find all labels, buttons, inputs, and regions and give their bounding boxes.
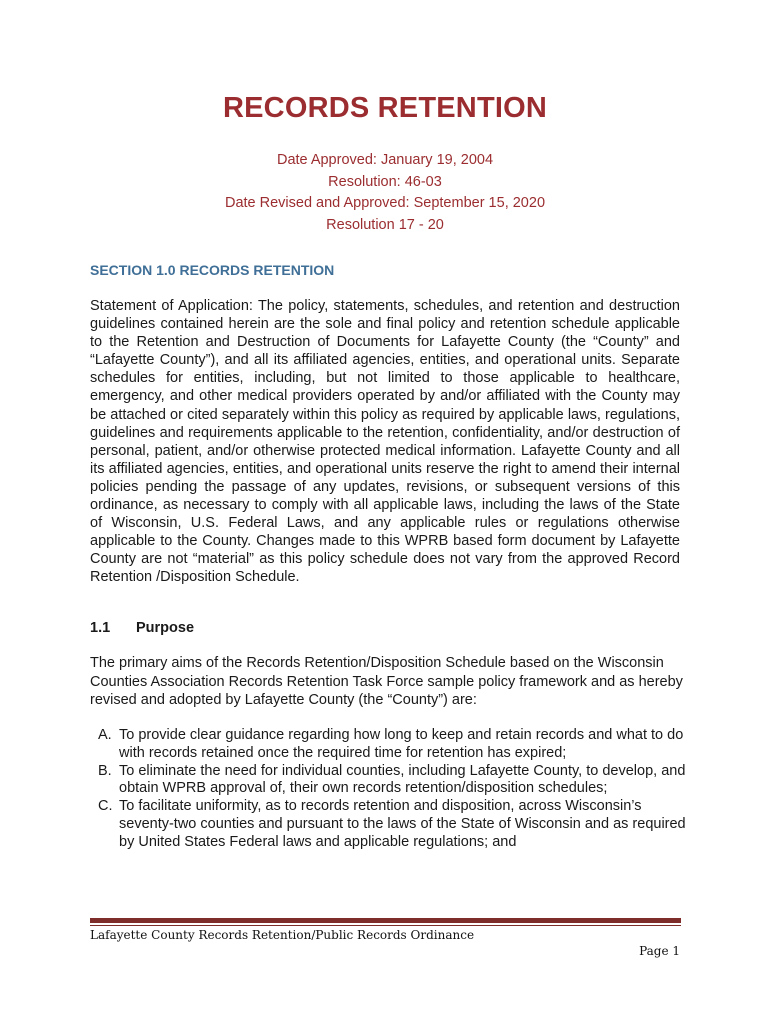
footer-title: Lafayette County Records Retention/Public Records Ordinance (90, 928, 475, 942)
list-item-text: To facilitate uniformity, as to records retention and disposition, across Wisconsin’s seventy-two counties and pursuant to the laws of the State of Wisconsin and as required by United States Federal laws and applicable regulations; and (119, 798, 686, 850)
list-marker: C. (98, 798, 113, 815)
section-heading: SECTION 1.0 RECORDS RETENTION (90, 262, 335, 278)
list-item-text: To provide clear guidance regarding how long to keep and retain records and what to do with records retained once the required time for retention has expired; (119, 727, 684, 761)
subsection-heading (90, 620, 194, 636)
footer-divider (90, 918, 681, 923)
list-marker: B. (98, 762, 112, 779)
resolution-revised: Resolution 17 - 20 (326, 216, 444, 233)
date-approved: Date Approved: January 19, 2004 (276, 152, 494, 168)
subsection-number: 1.1 (90, 620, 111, 636)
aims-list (98, 727, 688, 852)
subsection-title: Purpose (136, 620, 195, 636)
date-revised: Date Revised and Approved: September 15, 2020 (224, 195, 546, 211)
list-item (98, 798, 688, 851)
page-number: Page 1 (639, 944, 680, 958)
list-item-text: To eliminate the need for individual counties, including Lafayette County, to develop, and obtain WPRB approval of, their own records retention/disposition schedules; (119, 762, 686, 797)
resolution-number: Resolution: 46-03 (328, 173, 442, 190)
purpose-intro: The primary aims of the Records Retention/Disposition Schedule based on the Wisconsin Counties Association Records Retention Task Force sample policy framework and as hereby revised and adopted by Lafayette County (the “County”) are: (90, 655, 683, 709)
approval-info (0, 150, 770, 236)
statement-of-application: Statement of Application: The policy, statements, schedules, and retention and destruction guidelines contained herein are the sole and final policy and retention schedule applicable to the Retention and Destruction of Documents for Lafayette County (the “County” and “Lafayette County”), and all its affiliated agencies, entities, and operational units. Separate schedules for entities, including, but not limited to those applicable to healthcare, emergency, and other medical providers operated by and/or affiliated with the County may be attached or cited separately within this policy as required by applicable laws, regulations, guidelines and requirements applicable to the retention, confidentiality, and/or destruction of personal, patient, and/or otherwise protected medical information. Lafayette County and all its affiliated agencies, entities, and operational units reserve the right to amend their internal policies pending the passage of any updates, revisions, or subsequent versions of this ordinance, as necessary to comply with all applicable laws, including the laws of the State of Wisconsin, U.S. Federal Laws, and any applicable rules or regulations otherwise applicable to the County. Changes made to this WPRB based form document by Lafayette County are not “material” as this policy schedule does not vary from the approved Record Retention /Disposition Schedule. (90, 298, 680, 586)
list-item (98, 727, 688, 763)
footer-divider-thin (90, 925, 681, 926)
list-item (98, 763, 688, 799)
list-marker: A. (98, 727, 112, 743)
document-title: RECORDS RETENTION (222, 92, 548, 124)
